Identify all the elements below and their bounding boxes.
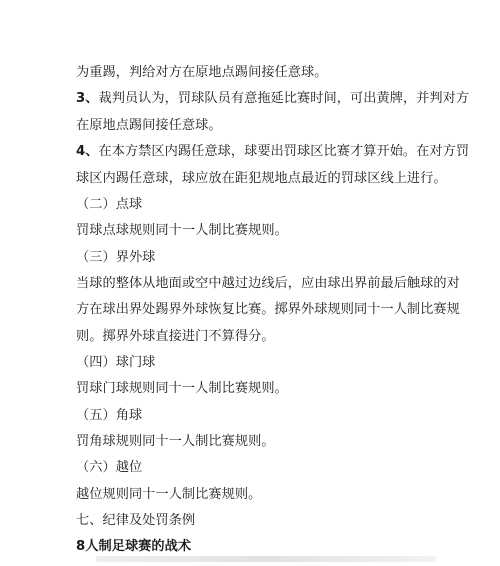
line-text: 罚球点球规则同十一人制比赛规则。 (76, 223, 288, 238)
paragraph-line-17 (76, 486, 261, 504)
rule-item-3 (76, 90, 469, 108)
line-text: 在本方禁区内踢任意球，球要出罚球区比赛才算开始。在对方罚 (98, 144, 470, 159)
heading-text: （四）球门球 (76, 355, 156, 370)
section-heading-goal-kick (76, 354, 155, 372)
line-text: 方在球出界处踢界外球恢复比赛。掷界外球规则同十一人制比赛规 (76, 302, 460, 317)
chapter-heading-tactics (76, 538, 191, 556)
paragraph-line-9 (76, 275, 460, 293)
line-text: 则。掷界外球直接进门不算得分。 (76, 329, 275, 344)
paragraph-line-7 (76, 222, 288, 240)
heading-text: （五）角球 (76, 408, 143, 423)
section-heading-corner-kick (76, 407, 142, 425)
chapter-heading-discipline (76, 512, 195, 530)
line-text: 罚球门球规则同十一人制比赛规则。 (76, 381, 288, 396)
line-text: 球区内踢任意球，球应放在距犯规地点最近的罚球区线上进行。 (76, 171, 447, 186)
line-text: 为重踢，判给对方在原地点踢间接任意球。 (76, 65, 328, 80)
item-number: 3、 (76, 91, 99, 106)
section-heading-throw-in (76, 249, 155, 267)
line-text: 当球的整体从地面或空中越过边线后，应由球出界前最后触球的对 (76, 276, 460, 291)
section-heading-offside (76, 459, 142, 477)
paragraph-line-15 (76, 433, 275, 451)
heading-text: 8人制足球赛的战术 (76, 539, 192, 554)
rule-item-4 (76, 143, 469, 161)
line-text: 越位规则同十一人制比赛规则。 (76, 487, 262, 502)
line-text: 在原地点踢间接任意球。 (76, 118, 222, 133)
line-text: 裁判员认为，罚球队员有意拖延比赛时间，可出黄牌，并判对方 (98, 91, 470, 106)
heading-text: （六）越位 (76, 460, 143, 475)
line-text: 罚角球规则同十一人制比赛规则。 (76, 434, 275, 449)
paragraph-line-13 (76, 380, 288, 398)
paragraph-line-5 (76, 170, 447, 188)
paragraph-line-1 (76, 64, 328, 82)
heading-text: （三）界外球 (76, 250, 156, 265)
cut-off-next-line (96, 556, 436, 562)
section-heading-penalty (76, 196, 142, 214)
item-number: 4、 (76, 144, 99, 159)
paragraph-line-11 (76, 328, 275, 346)
heading-text: 七、纪律及处罚条例 (76, 513, 196, 528)
paragraph-line-3 (76, 117, 222, 135)
paragraph-line-10 (76, 301, 460, 319)
heading-text: （二）点球 (76, 197, 143, 212)
